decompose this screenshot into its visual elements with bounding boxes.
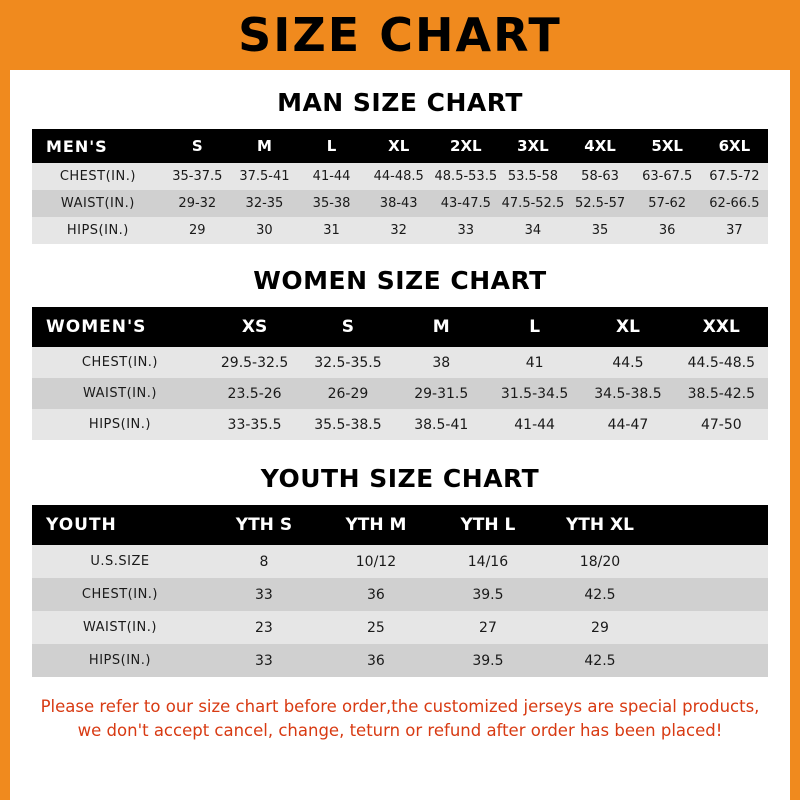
table-cell: 43-47.5 xyxy=(432,190,499,217)
women-col-header: M xyxy=(395,307,488,347)
youth-col-header-empty xyxy=(656,505,768,545)
table-cell: 23.5-26 xyxy=(208,378,301,409)
table-cell: 29-31.5 xyxy=(395,378,488,409)
table-cell: 33 xyxy=(208,644,320,677)
table-cell: 39.5 xyxy=(432,644,544,677)
table-cell: 14/16 xyxy=(432,545,544,578)
table-cell: 18/20 xyxy=(544,545,656,578)
table-cell: 57-62 xyxy=(634,190,701,217)
women-col-header: S xyxy=(301,307,394,347)
table-cell: 37 xyxy=(701,217,768,244)
page-title: SIZE CHART xyxy=(238,8,562,62)
table-cell: 52.5-57 xyxy=(567,190,634,217)
table-cell: 32 xyxy=(365,217,432,244)
table-cell: 38.5-42.5 xyxy=(675,378,768,409)
youth-header-row xyxy=(32,505,768,545)
footer-note-line-1: Please refer to our size chart before order,the customized jerseys are special products, xyxy=(40,697,760,716)
youth-col-header: YTH M xyxy=(320,505,432,545)
table-cell: 36 xyxy=(320,644,432,677)
table-cell: 47.5-52.5 xyxy=(499,190,566,217)
women-size-table xyxy=(32,307,768,440)
man-col-header: 4XL xyxy=(567,129,634,163)
man-col-header: S xyxy=(164,129,231,163)
youth-row-label: WAIST(IN.) xyxy=(32,611,208,644)
header-banner xyxy=(10,0,790,70)
man-row-label: HIPS(IN.) xyxy=(32,217,164,244)
table-row xyxy=(32,217,768,244)
table-cell: 62-66.5 xyxy=(701,190,768,217)
table-cell: 41-44 xyxy=(488,409,581,440)
table-cell: 23 xyxy=(208,611,320,644)
table-cell: 44-47 xyxy=(581,409,674,440)
table-row xyxy=(32,409,768,440)
table-cell: 41 xyxy=(488,347,581,378)
women-row-label: HIPS(IN.) xyxy=(32,409,208,440)
women-col-header: XL xyxy=(581,307,674,347)
women-row-label: WAIST(IN.) xyxy=(32,378,208,409)
man-size-table xyxy=(32,129,768,244)
table-cell: 36 xyxy=(634,217,701,244)
youth-size-table xyxy=(32,505,768,677)
table-cell xyxy=(656,578,768,611)
women-row-label-header: WOMEN'S xyxy=(32,307,208,347)
man-row-label-header: MEN'S xyxy=(32,129,164,163)
women-table-head xyxy=(32,307,768,347)
man-col-header: XL xyxy=(365,129,432,163)
women-col-header: XS xyxy=(208,307,301,347)
table-cell: 29 xyxy=(164,217,231,244)
table-cell: 32.5-35.5 xyxy=(301,347,394,378)
youth-table-body xyxy=(32,545,768,677)
table-cell: 33-35.5 xyxy=(208,409,301,440)
table-row xyxy=(32,347,768,378)
table-cell: 29 xyxy=(544,611,656,644)
youth-row-label-header: YOUTH xyxy=(32,505,208,545)
table-cell: 38 xyxy=(395,347,488,378)
table-cell: 35-38 xyxy=(298,190,365,217)
table-cell: 27 xyxy=(432,611,544,644)
man-table-body xyxy=(32,163,768,244)
table-cell: 33 xyxy=(432,217,499,244)
youth-col-header: YTH L xyxy=(432,505,544,545)
table-cell: 53.5-58 xyxy=(499,163,566,190)
youth-col-header: YTH XL xyxy=(544,505,656,545)
table-cell: 8 xyxy=(208,545,320,578)
table-cell: 41-44 xyxy=(298,163,365,190)
table-cell: 34.5-38.5 xyxy=(581,378,674,409)
man-table-head xyxy=(32,129,768,163)
table-row xyxy=(32,578,768,611)
table-cell xyxy=(656,545,768,578)
table-cell: 10/12 xyxy=(320,545,432,578)
table-row xyxy=(32,163,768,190)
table-cell: 31 xyxy=(298,217,365,244)
man-col-header: L xyxy=(298,129,365,163)
table-cell: 29-32 xyxy=(164,190,231,217)
table-cell: 35 xyxy=(567,217,634,244)
table-cell: 25 xyxy=(320,611,432,644)
man-col-header: 3XL xyxy=(499,129,566,163)
table-cell: 26-29 xyxy=(301,378,394,409)
table-cell: 36 xyxy=(320,578,432,611)
table-cell: 39.5 xyxy=(432,578,544,611)
table-cell: 47-50 xyxy=(675,409,768,440)
youth-row-label: CHEST(IN.) xyxy=(32,578,208,611)
content-area xyxy=(10,88,790,743)
table-cell: 35-37.5 xyxy=(164,163,231,190)
women-col-header: XXL xyxy=(675,307,768,347)
women-table-body xyxy=(32,347,768,440)
man-section-title: MAN SIZE CHART xyxy=(277,88,523,117)
footer-note xyxy=(32,695,768,743)
table-cell: 38.5-41 xyxy=(395,409,488,440)
table-cell: 34 xyxy=(499,217,566,244)
table-cell xyxy=(656,611,768,644)
table-row xyxy=(32,378,768,409)
table-cell: 44.5 xyxy=(581,347,674,378)
table-cell: 67.5-72 xyxy=(701,163,768,190)
women-col-header: L xyxy=(488,307,581,347)
table-row xyxy=(32,190,768,217)
man-col-header: 2XL xyxy=(432,129,499,163)
youth-row-label: U.S.SIZE xyxy=(32,545,208,578)
table-row xyxy=(32,611,768,644)
table-row xyxy=(32,545,768,578)
table-cell: 63-67.5 xyxy=(634,163,701,190)
table-cell xyxy=(656,644,768,677)
man-col-header: 5XL xyxy=(634,129,701,163)
table-cell: 30 xyxy=(231,217,298,244)
man-col-header: 6XL xyxy=(701,129,768,163)
table-cell: 29.5-32.5 xyxy=(208,347,301,378)
table-cell: 37.5-41 xyxy=(231,163,298,190)
table-cell: 38-43 xyxy=(365,190,432,217)
youth-col-header: YTH S xyxy=(208,505,320,545)
youth-section-title: YOUTH SIZE CHART xyxy=(260,464,540,493)
youth-table-head xyxy=(32,505,768,545)
table-cell: 58-63 xyxy=(567,163,634,190)
table-cell: 48.5-53.5 xyxy=(432,163,499,190)
table-cell: 35.5-38.5 xyxy=(301,409,394,440)
table-cell: 31.5-34.5 xyxy=(488,378,581,409)
man-row-label: CHEST(IN.) xyxy=(32,163,164,190)
table-cell: 32-35 xyxy=(231,190,298,217)
man-col-header: M xyxy=(231,129,298,163)
women-header-row xyxy=(32,307,768,347)
man-header-row xyxy=(32,129,768,163)
man-row-label: WAIST(IN.) xyxy=(32,190,164,217)
table-cell: 33 xyxy=(208,578,320,611)
women-section-title: WOMEN SIZE CHART xyxy=(253,266,547,295)
table-row xyxy=(32,644,768,677)
table-cell: 42.5 xyxy=(544,578,656,611)
table-cell: 44-48.5 xyxy=(365,163,432,190)
youth-row-label: HIPS(IN.) xyxy=(32,644,208,677)
women-row-label: CHEST(IN.) xyxy=(32,347,208,378)
footer-note-line-2: we don't accept cancel, change, teturn or refund after order has been placed! xyxy=(77,720,723,740)
table-cell: 44.5-48.5 xyxy=(675,347,768,378)
table-cell: 42.5 xyxy=(544,644,656,677)
